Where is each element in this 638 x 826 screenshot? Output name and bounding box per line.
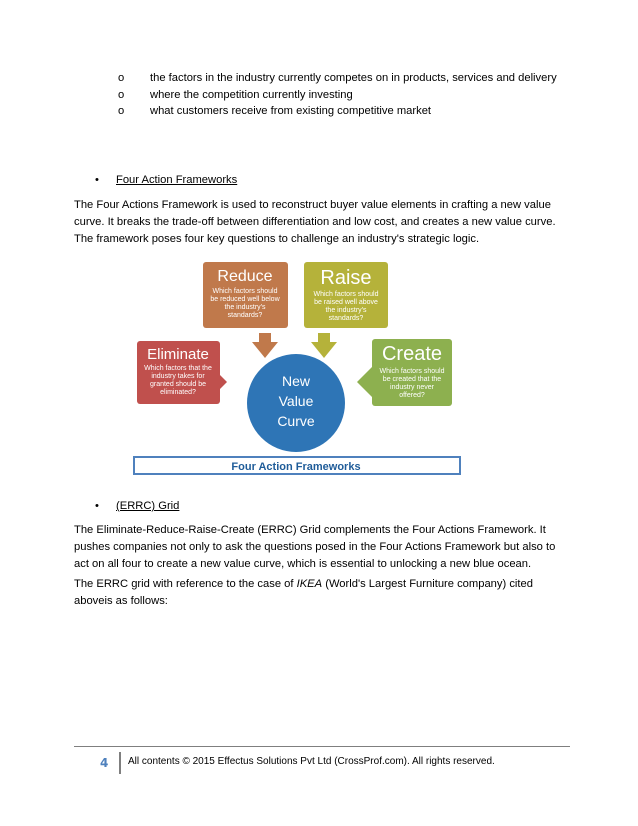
reduce-desc: standards?	[227, 312, 263, 319]
errc-paragraph: The Eliminate-Reduce-Raise-Create (ERRC) Grid complements the Four Actions Framework. It pushes companies not only to ask the questions posed in the Four Actions Framework but also to act on all four to create a new value curve, which is essential to unlocking a new blue ocean.	[74, 524, 556, 570]
section-heading-text: (ERRC) Grid	[116, 500, 180, 512]
eliminate-title: Eliminate	[147, 346, 209, 363]
footer-separator	[119, 752, 121, 774]
eliminate-desc: Which factors that the	[144, 365, 212, 372]
sub-bullet-text: where the competition currently investing	[150, 88, 353, 101]
create-title: Create	[381, 343, 443, 365]
arrow-reduce-icon	[252, 333, 278, 358]
eliminate-desc: eliminated?	[160, 389, 196, 396]
hollow-bullet-icon: o	[118, 72, 125, 84]
footer-copyright: All contents © 2015 Effectus Solutions Pvt Ltd (CrossProf.com). All rights reserved.	[128, 756, 495, 767]
reduce-desc: Which factors should	[212, 288, 278, 295]
four-actions-paragraph: The Four Actions Framework is used to reconstruct buyer value elements in crafting a new value curve. It breaks the trade-off between differentiation and low cost, and creates a new value curve. The framework poses four key questions to challenge an industry's strategic logic.	[74, 199, 556, 245]
ikea-paragraph	[74, 576, 570, 610]
raise-title: Raise	[320, 267, 372, 289]
section-heading-text: Four Action Frameworks	[116, 174, 238, 186]
create-desc: offered?	[399, 392, 425, 399]
center-label: New	[281, 373, 311, 389]
raise-desc: Which factors should	[313, 291, 379, 298]
four-actions-diagram	[125, 258, 465, 480]
ikea-name: IKEA	[296, 578, 323, 590]
sub-bullet-list	[118, 70, 558, 120]
reduce-desc: the industry's	[224, 304, 266, 311]
raise-desc: the industry's	[325, 307, 367, 314]
center-label: Curve	[277, 413, 315, 429]
raise-desc: standards?	[328, 315, 364, 322]
create-desc: be created that the	[382, 376, 442, 383]
sub-bullet-text: what customers receive from existing competitive market	[150, 105, 432, 117]
eliminate-desc: granted should be	[149, 381, 207, 388]
sub-bullet-item	[118, 87, 558, 104]
arrow-raise-icon	[311, 333, 337, 358]
create-desc: industry never	[390, 384, 434, 391]
sub-bullet-item	[118, 70, 558, 87]
hollow-bullet-icon: o	[118, 105, 125, 117]
reduce-desc: be reduced well below	[210, 296, 280, 303]
bullet-icon: •	[95, 174, 99, 186]
footer-divider	[74, 746, 570, 747]
sub-bullet-text: the factors in the industry currently competes on in products, services and delivery	[150, 72, 557, 84]
center-label: Value	[278, 393, 314, 409]
bullet-icon: •	[95, 500, 99, 512]
sub-bullet-item	[118, 103, 558, 120]
diagram-caption: Four Action Frameworks	[231, 461, 361, 473]
ikea-paragraph-text: The ERRC grid with reference to the case of	[74, 578, 297, 590]
ikea-paragraph-text: (World's Largest Furniture company) cited aboveis as follows:	[74, 578, 533, 607]
raise-desc: be raised well above	[314, 299, 378, 306]
reduce-title: Reduce	[217, 268, 273, 285]
page-number: 4	[100, 756, 109, 770]
create-desc: Which factors should	[379, 368, 445, 375]
hollow-bullet-icon: o	[118, 88, 125, 101]
eliminate-desc: industry takes for	[151, 373, 205, 380]
